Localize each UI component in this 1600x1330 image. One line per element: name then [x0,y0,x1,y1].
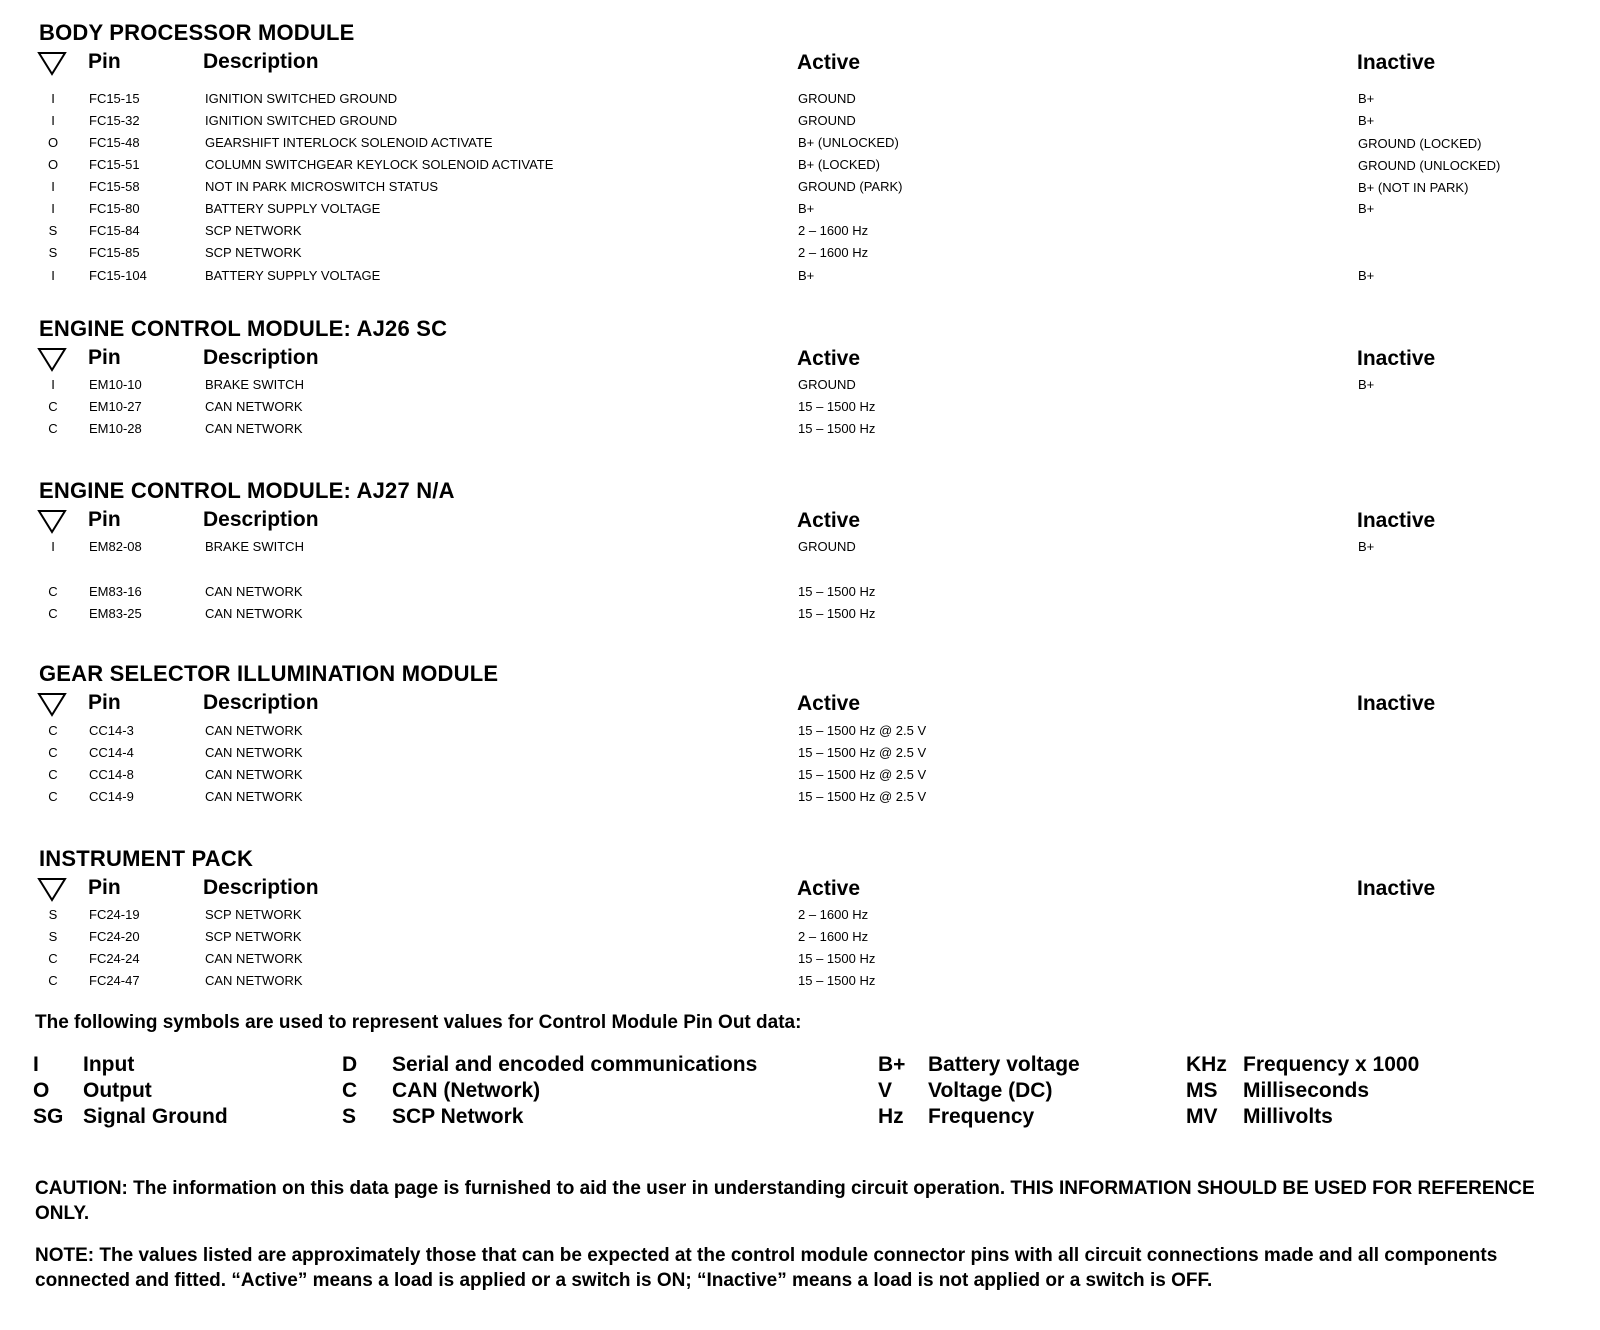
pin-description: BRAKE SWITCH [205,377,304,392]
pin-id: EM82-08 [89,539,142,554]
legend-symbol: V [878,1079,893,1102]
connector-triangle-icon [37,691,67,723]
active-value: GROUND [798,539,856,554]
signal-type: C [48,584,58,599]
legend-symbol: Hz [878,1105,904,1128]
inactive-value: B+ [1358,268,1375,283]
table-row [0,245,1600,267]
inactive-value: B+ [1358,91,1375,106]
active-value: GROUND [798,113,856,128]
table-row [0,951,1600,973]
pin-header: Pin [88,50,121,73]
active-value: 15 – 1500 Hz [798,973,876,988]
legend-symbol: B+ [878,1053,906,1076]
pin-id: FC24-47 [89,973,140,988]
signal-type: O [47,157,59,172]
pin-id: CC14-9 [89,789,134,804]
inactive-value: B+ [1358,539,1375,554]
pin-description: BATTERY SUPPLY VOLTAGE [205,268,381,283]
pin-description: CAN NETWORK [205,745,303,760]
active-value: GROUND [798,377,856,392]
signal-type: O [47,135,59,150]
active-value: 15 – 1500 Hz [798,606,876,621]
table-row [0,789,1600,811]
signal-type: I [51,201,55,216]
caution-text: CAUTION: The information on this data page is furnished to aid the user in understanding circuit operation. THIS INFORMATION SHOULD BE USED FOR REFERENCE ONLY. [35,1178,1535,1224]
legend-meaning: Output [83,1079,152,1102]
signal-type: I [51,91,55,106]
table-row [0,767,1600,789]
description-header: Description [203,508,319,531]
legend-symbol: D [342,1053,358,1076]
pin-id: FC15-58 [89,179,140,194]
note-text: NOTE: The values listed are approximately those that can be expected at the control module connector pins with all circuit connections made and all components connected and fitted. “Active” means a load is applied or a switch is ON; “Inactive” means a load is not applied or a switch is OFF. [35,1245,1498,1291]
signal-type: C [48,723,58,738]
pin-description: SCP NETWORK [205,929,302,944]
pin-id: EM10-27 [89,399,142,414]
active-value: 15 – 1500 Hz [798,951,876,966]
pin-description: CAN NETWORK [205,421,303,436]
active-value: 15 – 1500 Hz @ 2.5 V [798,789,927,804]
table-row [0,584,1600,606]
legend-meaning: Battery voltage [928,1053,1080,1076]
active-value: 2 – 1600 Hz [798,223,869,238]
table-row [0,201,1600,223]
pin-id: FC15-85 [89,245,140,260]
pin-description: SCP NETWORK [205,907,302,922]
legend-symbol: S [342,1105,357,1128]
pin-id: FC24-19 [89,907,140,922]
table-row [0,421,1600,443]
signal-type: I [51,268,55,283]
description-header: Description [203,50,319,73]
pin-id: FC15-51 [89,157,140,172]
pin-description: SCP NETWORK [205,245,302,260]
signal-type: C [48,606,58,621]
inactive-header: Inactive [1357,347,1436,370]
pin-description: BRAKE SWITCH [205,539,304,554]
inactive-value: B+ [1358,377,1375,392]
table-row [0,907,1600,929]
table-row [0,179,1600,201]
signal-type: S [48,223,58,238]
pin-description: CAN NETWORK [205,951,303,966]
active-value: GROUND (PARK) [798,179,903,194]
pin-description: CAN NETWORK [205,584,303,599]
pin-header: Pin [88,876,121,899]
table-row [0,377,1600,399]
active-value: B+ [798,201,815,216]
section-title: BODY PROCESSOR MODULE [39,20,355,45]
signal-type: C [48,767,58,782]
active-header: Active [797,51,861,74]
pin-description: CAN NETWORK [205,789,303,804]
table-row [0,157,1600,179]
active-value: B+ [798,268,815,283]
legend-meaning: Frequency x 1000 [1243,1053,1420,1076]
pin-id: CC14-8 [89,767,134,782]
pin-description: CAN NETWORK [205,973,303,988]
inactive-value: GROUND (UNLOCKED) [1358,158,1501,173]
inactive-value: B+ [1358,201,1375,216]
active-value: B+ (UNLOCKED) [798,135,899,150]
inactive-header: Inactive [1357,877,1436,900]
connector-triangle-icon [37,50,67,82]
pin-description: GEARSHIFT INTERLOCK SOLENOID ACTIVATE [205,135,493,150]
pin-id: EM10-28 [89,421,142,436]
inactive-header: Inactive [1357,509,1436,532]
pin-description: CAN NETWORK [205,399,303,414]
inactive-value: B+ [1358,113,1375,128]
active-value: 15 – 1500 Hz [798,399,876,414]
legend-meaning: Signal Ground [83,1105,228,1128]
connector-triangle-icon [37,508,67,540]
signal-type: I [51,113,55,128]
signal-type: C [48,745,58,760]
pin-id: FC15-84 [89,223,140,238]
table-row [0,91,1600,113]
connector-triangle-icon [37,876,67,908]
pin-description: IGNITION SWITCHED GROUND [205,91,398,106]
description-header: Description [203,691,319,714]
pin-description: SCP NETWORK [205,223,302,238]
active-value: 15 – 1500 Hz [798,584,876,599]
active-value: 2 – 1600 Hz [798,929,869,944]
legend-symbol: I [33,1053,39,1076]
pin-id: EM83-25 [89,606,142,621]
active-header: Active [797,877,861,900]
signal-type: C [48,973,58,988]
legend-meaning: Milliseconds [1243,1079,1370,1102]
active-value: 2 – 1600 Hz [798,245,869,260]
active-value: B+ (LOCKED) [798,157,880,172]
pin-header: Pin [88,508,121,531]
pin-description: NOT IN PARK MICROSWITCH STATUS [205,179,439,194]
pin-id: EM10-10 [89,377,142,392]
table-row [0,606,1600,628]
pin-id: CC14-4 [89,745,134,760]
pin-id: FC15-80 [89,201,140,216]
signal-type: I [51,179,55,194]
section-title: INSTRUMENT PACK [39,846,254,871]
active-value: 15 – 1500 Hz @ 2.5 V [798,745,927,760]
legend-symbol: KHz [1186,1053,1227,1076]
legend-symbol: SG [33,1105,64,1128]
signal-type: S [48,245,58,260]
signal-type: S [48,929,58,944]
pin-description: BATTERY SUPPLY VOLTAGE [205,201,381,216]
table-row [0,929,1600,951]
legend-meaning: Voltage (DC) [928,1079,1053,1102]
table-row [0,113,1600,135]
pin-id: FC24-20 [89,929,140,944]
description-header: Description [203,876,319,899]
table-row [0,973,1600,995]
pin-id: EM83-16 [89,584,142,599]
active-header: Active [797,347,861,370]
active-value: 15 – 1500 Hz @ 2.5 V [798,767,927,782]
legend-meaning: SCP Network [392,1105,524,1128]
legend-symbol: MS [1186,1079,1218,1102]
pin-description: CAN NETWORK [205,723,303,738]
table-row [0,268,1600,290]
inactive-value: B+ (NOT IN PARK) [1358,180,1469,195]
pin-id: CC14-3 [89,723,134,738]
pin-description: IGNITION SWITCHED GROUND [205,113,398,128]
signal-type: C [48,399,58,414]
table-row [0,745,1600,767]
pin-header: Pin [88,691,121,714]
active-value: 15 – 1500 Hz [798,421,876,436]
inactive-value: GROUND (LOCKED) [1358,136,1482,151]
signal-type: S [48,907,58,922]
pin-id: FC15-104 [89,268,147,283]
pin-description: CAN NETWORK [205,767,303,782]
table-row [0,399,1600,421]
inactive-header: Inactive [1357,51,1436,74]
table-row [0,539,1600,561]
pin-id: FC15-48 [89,135,140,150]
active-header: Active [797,509,861,532]
active-header: Active [797,692,861,715]
description-header: Description [203,346,319,369]
legend-symbol: MV [1186,1105,1218,1128]
signal-type: C [48,789,58,804]
active-value: GROUND [798,91,856,106]
table-row [0,135,1600,157]
legend-meaning: Millivolts [1243,1105,1333,1128]
pin-header: Pin [88,346,121,369]
legend-meaning: Serial and encoded communications [392,1053,758,1076]
legend-title: The following symbols are used to represent values for Control Module Pin Out data: [35,1012,802,1033]
signal-type: C [48,951,58,966]
pin-id: FC15-15 [89,91,140,106]
active-value: 15 – 1500 Hz @ 2.5 V [798,723,927,738]
connector-triangle-icon [37,346,67,378]
legend-meaning: CAN (Network) [392,1079,541,1102]
section-title: ENGINE CONTROL MODULE: AJ27 N/A [39,478,455,503]
signal-type: C [48,421,58,436]
legend-symbol: C [342,1079,358,1102]
section-title: GEAR SELECTOR ILLUMINATION MODULE [39,661,499,686]
table-row [0,223,1600,245]
pin-description: CAN NETWORK [205,606,303,621]
pin-id: FC15-32 [89,113,140,128]
active-value: 2 – 1600 Hz [798,907,869,922]
legend-symbol: O [33,1079,50,1102]
inactive-header: Inactive [1357,692,1436,715]
legend-meaning: Frequency [928,1105,1035,1128]
legend-meaning: Input [83,1053,135,1076]
pin-description: COLUMN SWITCHGEAR KEYLOCK SOLENOID ACTIVATE [205,157,554,172]
section-title: ENGINE CONTROL MODULE: AJ26 SC [39,316,448,341]
signal-type: I [51,539,55,554]
table-row [0,723,1600,745]
signal-type: I [51,377,55,392]
pin-id: FC24-24 [89,951,140,966]
